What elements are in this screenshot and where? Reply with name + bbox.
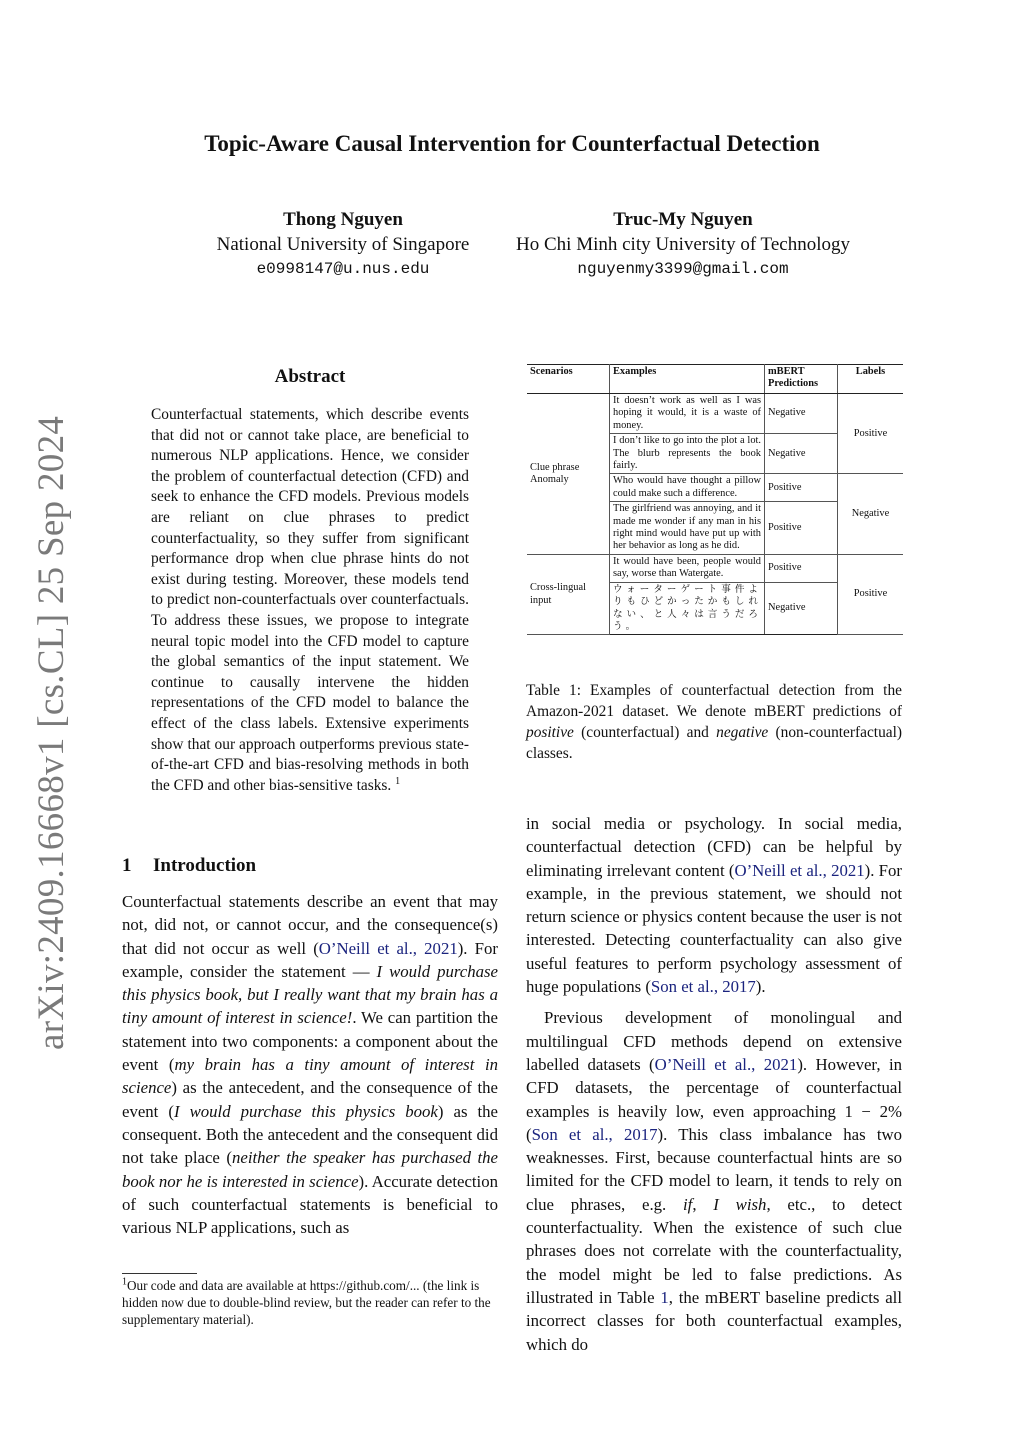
abstract-heading: Abstract: [274, 366, 346, 387]
author-email[interactable]: e0998147@u.nus.edu: [256, 260, 430, 278]
intro-paragraph-2: Previous development of monolingual and multilingual CFD methods depend on extensive labelled datasets (O’Neill et al., 2021). However, in CFD datasets, the percentage of counterfactual examples is heavily low, even approaching 1 − 2% (Son et al., 2017). This class imbalance has two weaknesses. First, because counterfactual hints are so limited for the CFD model to learn, it tends to rely on clue phrases, e.g. if, I wish, etc., to detect counterfactuality. When the existence of such clue phrases does not correlate with the counterfactuality, the model might be led to false predictions. As illustrated in Table 1, the mBERT baseline predicts all incorrect classes for both counterfactual examples, which do: [526, 1008, 902, 1354]
table-row: [527, 554, 903, 582]
citation-link[interactable]: O’Neill et al., 2021: [318, 938, 458, 958]
table-reference-link[interactable]: 1: [660, 1287, 669, 1307]
table-cell-example: ウォーターゲート事件よりもひどかったかもしれない、と人々は言うだろう。: [610, 582, 765, 635]
table-header: Scenarios: [527, 365, 610, 394]
table-cell-prediction: Positive: [765, 554, 838, 582]
table-cell-label: Positive: [838, 394, 904, 474]
citation-link[interactable]: Son et al., 2017: [650, 977, 756, 997]
citation-link[interactable]: O’Neill et al., 2021: [734, 860, 865, 880]
footnote-divider: [122, 1273, 197, 1274]
abstract-text: Counterfactual statements, which describe events that did not or cannot take place, are beneficial to numerous NLP applications. Hence, we consider the problem of counterfactual detection (CFD) and seek to enhance the CFD models. Previous models are reliant on clue phrases to predict counterfactuality, so they suffer from significant performance drop when clue phrase hints do not exist during testing. Moreover, these models tend to predict non-counterfactuals over counterfactuals. To address these issues, we propose to integrate neural topic model into the CFD model to capture the global semantics of the input statement. We continue to causally intervene the hidden representations of the CFD model to balance the effect of the class labels. Extensive experiments show that our approach outperforms previous state-of-the-art CFD and bias-resolving methods in both the CFD and other bias-sensitive tasks. $^1$: [151, 406, 469, 794]
table-cell-prediction: Negative: [765, 582, 838, 635]
author-email[interactable]: nguyenmy3399@gmail.com: [577, 260, 789, 278]
footnote: $^1$Our code and data are available at https://github.com/... (the link is hidden now due to double-blind review, but the reader can refer to the supplementary material).: [122, 1276, 491, 1327]
table-header: Labels: [838, 365, 904, 394]
table-cell-example: It would have been, people would say, worse than Watergate.: [610, 554, 765, 582]
table-cell-example: Who would have thought a pillow could make such a difference.: [610, 474, 765, 502]
citation-link[interactable]: O’Neill et al., 2021: [654, 1054, 798, 1074]
section-heading: 1 Introduction: [122, 855, 257, 876]
author-affiliation: Ho Chi Minh city University of Technology: [516, 234, 850, 255]
table-cell-example: I don’t like to go into the plot a lot. The blurb represents the book fairly.: [610, 434, 765, 474]
author-name: Truc-My Nguyen: [613, 209, 753, 230]
author-block-1: [190, 207, 496, 282]
table-row: [527, 394, 903, 434]
table-header: mBERT Predictions: [765, 365, 838, 394]
author-name: Thong Nguyen: [283, 209, 403, 230]
arxiv-stamp: arXiv:2409.16668v1 [cs.CL] 25 Sep 2024: [31, 415, 72, 1050]
table-header: Examples: [610, 365, 765, 394]
intro-paragraph-continued: in social media or psychology. In social media, counterfactual detection (CFD) can be helpful by eliminating irrelevant content (O’Neill et al., 2021). For example, in the previous statement, we should not return science or physics content because the user is not interested. Detecting counterfactuality can also give useful features to perform psychology assessment of huge populations (Son et al., 2017).: [526, 814, 902, 997]
author-affiliation: National University of Singapore: [216, 234, 470, 255]
citation-link[interactable]: Son et al., 2017: [531, 1124, 658, 1144]
examples-table: [527, 364, 903, 635]
table-cell-example: The girlfriend was annoying, and it made me wonder if any man in his right mind would have put up with her behavior as long as he did.: [610, 502, 765, 555]
table-cell-prediction: Positive: [765, 474, 838, 502]
intro-paragraph-left: Counterfactual statements describe an event that may not, did not, or cannot occur, and the consequence(s) that did not occur as well (O’Neill et al., 2021). For example, consider the statement — I would purchase this physics book, but I really want that my brain has a tiny amount of interest in science!. We can partition the statement into two components: a component about the event (my brain has a tiny amount of interest in science) as the antecedent, and the consequence of the event (I would purchase this physics book) as the consequent. Both the antecedent and the consequent did not take place (neither the speaker has purchased the book nor he is interested in science). Accurate detection of such counterfactual statements is beneficial to various NLP applications, such as: [122, 892, 499, 1238]
table-cell-prediction: Negative: [765, 394, 838, 434]
footnote-marker[interactable]: 1: [395, 775, 401, 787]
table-caption: Table 1: Examples of counterfactual detection from the Amazon-2021 dataset. We denote mBERT predictions of positive (counterfactual) and negative (non-counterfactual) classes.: [526, 682, 902, 762]
author-block-2: [490, 207, 876, 282]
paper-title: Topic-Aware Causal Intervention for Counterfactual Detection: [204, 131, 820, 156]
table-cell-scenario: Clue phrase Anomaly: [527, 394, 610, 555]
intro-column-right: [526, 812, 902, 1356]
table-cell-label: Positive: [838, 554, 904, 634]
table-cell-prediction: Positive: [765, 502, 838, 555]
table-cell-label: Negative: [838, 474, 904, 554]
table-cell-prediction: Negative: [765, 434, 838, 474]
table-cell-scenario: Cross-lingual input: [527, 554, 610, 634]
table-cell-example: It doesn’t work as well as I was hoping it would, it is a waste of money.: [610, 394, 765, 434]
